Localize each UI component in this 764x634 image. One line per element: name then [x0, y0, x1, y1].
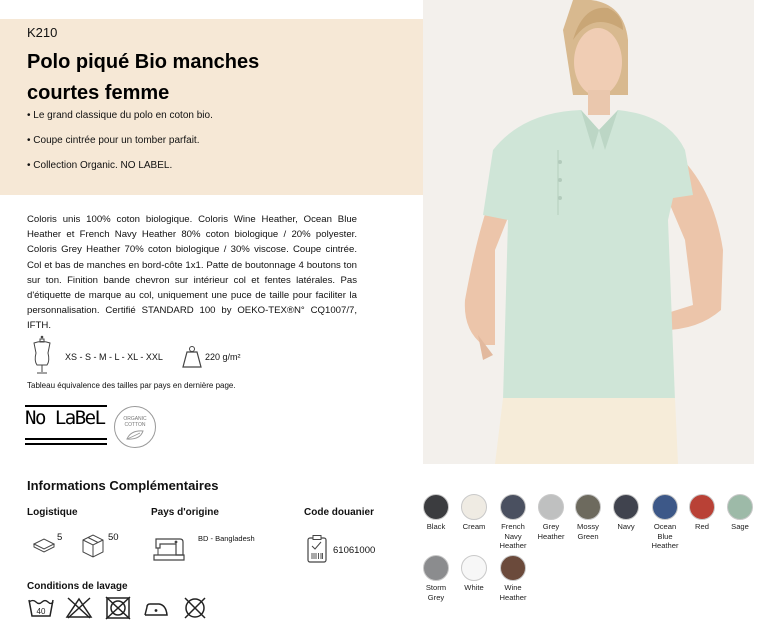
units-per-carton: 50	[108, 532, 119, 543]
mannequin-icon	[27, 335, 57, 375]
cotton-label: COTTON	[124, 422, 146, 428]
swatch-dot	[575, 494, 601, 520]
product-reference: K210	[27, 25, 58, 40]
swatch-name: Mossy Green	[577, 522, 599, 541]
sizes-row	[27, 335, 357, 375]
available-sizes: XS - S - M - L - XL - XXL	[65, 352, 163, 362]
country-of-origin: BD - Bangladesh	[198, 534, 255, 543]
color-swatch-wine-heather[interactable]	[488, 555, 538, 602]
swatch-dot	[727, 494, 753, 520]
swatch-name: Cream	[462, 522, 486, 531]
customs-document-icon	[306, 534, 328, 564]
product-photo	[423, 0, 754, 464]
swatch-name: Ocean Blue Heather	[651, 522, 679, 550]
origin-heading: Pays d'origine	[151, 507, 219, 518]
swatch-name: White	[464, 583, 484, 592]
swatch-name: Wine Heather	[499, 583, 527, 602]
carton-box-icon	[80, 533, 106, 559]
customs-heading: Code douanier	[304, 507, 375, 518]
organic-cotton-badge	[114, 406, 156, 448]
wash-temperature: 40	[36, 607, 46, 616]
no-label-badge	[25, 405, 107, 447]
no-tumble-dry-icon	[104, 596, 132, 620]
sewing-machine-icon	[152, 533, 186, 563]
swatch-name: Black	[426, 522, 446, 531]
swatch-name: Storm Grey	[425, 583, 447, 602]
organic-label: ORGANIC	[123, 416, 147, 422]
feature-bullet: • Coupe cintrée pour un tomber parfait.	[27, 135, 200, 146]
feature-bullet: • Le grand classique du polo en coton bio.	[27, 110, 213, 121]
washing-title: Conditions de lavage	[27, 581, 128, 592]
size-chart-note: Tableau équivalence des tailles par pays en dernière page.	[27, 381, 236, 390]
iron-low-icon	[142, 596, 170, 620]
swatch-name: Sage	[731, 522, 749, 531]
feature-bullet: • Collection Organic. NO LABEL.	[27, 160, 173, 171]
swatch-name: Grey Heather	[537, 522, 565, 541]
no-dry-clean-icon	[181, 596, 209, 620]
customs-code: 61061000	[333, 545, 376, 556]
info-section-title: Informations Complémentaires	[27, 478, 219, 493]
logistics-heading: Logistique	[27, 507, 78, 518]
swatch-name: Navy	[617, 522, 635, 531]
no-label-text: No LaBeL	[25, 407, 105, 429]
swatch-dot	[461, 555, 487, 581]
fabric-weight: 220 g/m²	[205, 352, 241, 362]
swatch-dot	[500, 494, 526, 520]
swatch-dot	[461, 494, 487, 520]
swatch-dot	[613, 494, 639, 520]
units-per-pack: 5	[57, 532, 63, 543]
product-title: Polo piqué Bio manches courtes femme	[27, 51, 260, 104]
swatch-dot	[423, 555, 449, 581]
product-description: Coloris unis 100% coton biologique. Coloris Wine Heather, Ocean Blue Heather et French Navy Heather 80% coton biologique / 20% polyester. Coloris Grey Heather 70% coton biologique / 30% viscose. Coupe cintrée. Col et bas de manches en bord-côte 1x1. Patte de boutonnage 4 boutons ton sur ton. Finition bande chevron sur intérieur col et fentes latérales. Pas d'étiquette de marque au col, uniquement une puce de taille pour faciliter la personnalisation. Certifié STANDARD 100 by OEKO-TEX®N° CQ1007/7, IFTH.	[27, 214, 357, 332]
swatch-dot	[423, 494, 449, 520]
washing-symbols	[27, 596, 215, 620]
swatch-name: French Navy Heather	[499, 522, 527, 550]
swatch-dot	[500, 555, 526, 581]
model-wearing-polo-illustration	[423, 0, 754, 464]
swatch-dot	[538, 494, 564, 520]
leaf-icon	[125, 429, 145, 441]
swatch-name: Red	[695, 522, 709, 531]
no-bleach-icon	[65, 596, 93, 620]
weight-icon	[181, 345, 203, 369]
swatch-dot	[652, 494, 678, 520]
color-swatch-sage[interactable]	[715, 494, 764, 532]
wash-40-icon	[27, 596, 55, 620]
polybag-icon	[32, 536, 56, 554]
swatch-dot	[689, 494, 715, 520]
